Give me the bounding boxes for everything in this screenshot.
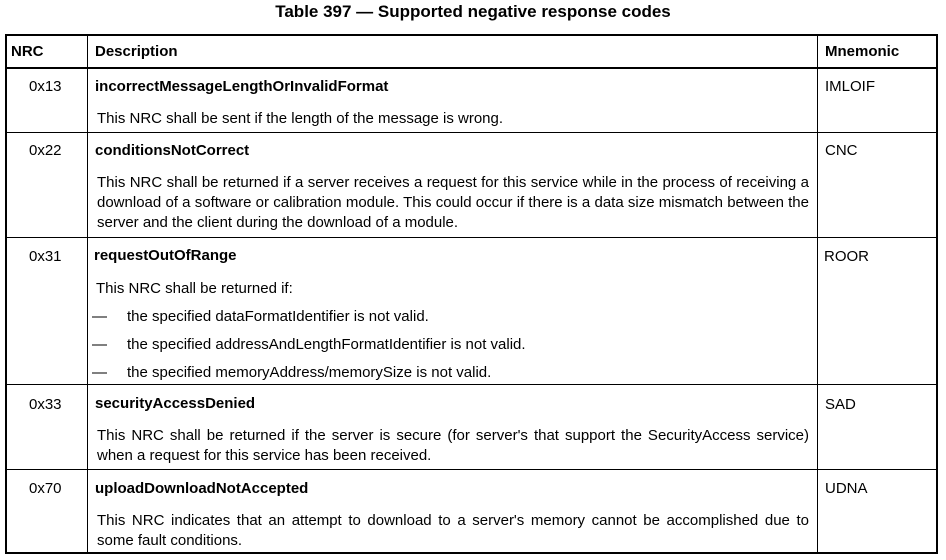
nrc-description: This NRC shall be sent if the length of the message is wrong. (97, 110, 504, 127)
nrc-code: 0x70 (29, 480, 62, 497)
list-dash: — (92, 364, 107, 381)
column-divider (817, 36, 818, 552)
nrc-name: requestOutOfRange (94, 247, 237, 264)
list-item: the specified addressAndLengthFormatIdentifier is not valid. (127, 336, 526, 353)
row-divider (7, 132, 936, 133)
list-item: the specified memoryAddress/memorySize is not valid. (127, 364, 492, 381)
nrc-code: 0x13 (29, 78, 62, 95)
row-divider (7, 384, 936, 385)
nrc-mnemonic: SAD (825, 396, 856, 413)
nrc-code: 0x31 (29, 248, 62, 265)
header-divider (7, 67, 936, 69)
header-nrc: NRC (11, 43, 44, 60)
nrc-description: This NRC shall be returned if a server receives a request for this service while in the process of receiving a download of a software or calibration module. This could occur if there is a data size mismatch between the server and the client during the download of a module. (97, 174, 809, 231)
nrc-table (5, 34, 938, 554)
nrc-mnemonic: ROOR (824, 248, 869, 265)
nrc-name: securityAccessDenied (95, 395, 256, 412)
column-divider (87, 36, 88, 552)
nrc-description: This NRC shall be returned if the server is secure (for server's that support the SecurityAccess service) when a request for this service has been received. (97, 427, 809, 464)
nrc-code: 0x22 (29, 142, 62, 159)
nrc-mnemonic: IMLOIF (825, 78, 876, 95)
table-title: Table 397 — Supported negative response codes (275, 2, 671, 21)
nrc-code: 0x33 (29, 396, 62, 413)
header-description: Description (95, 43, 178, 60)
nrc-mnemonic: CNC (825, 142, 858, 159)
row-divider (7, 237, 936, 238)
nrc-name: conditionsNotCorrect (95, 142, 250, 159)
list-item: the specified dataFormatIdentifier is not valid. (127, 308, 429, 325)
nrc-mnemonic: UDNA (825, 480, 868, 497)
nrc-description: This NRC shall be returned if: (96, 280, 293, 297)
nrc-name: incorrectMessageLengthOrInvalidFormat (95, 78, 389, 95)
nrc-description: This NRC indicates that an attempt to download to a server's memory cannot be accomplished due to some fault conditions. (97, 512, 809, 549)
list-dash: — (92, 308, 107, 325)
nrc-name: uploadDownloadNotAccepted (95, 480, 309, 497)
list-dash: — (92, 336, 107, 353)
row-divider (7, 469, 936, 470)
header-mnemonic: Mnemonic (825, 43, 900, 60)
